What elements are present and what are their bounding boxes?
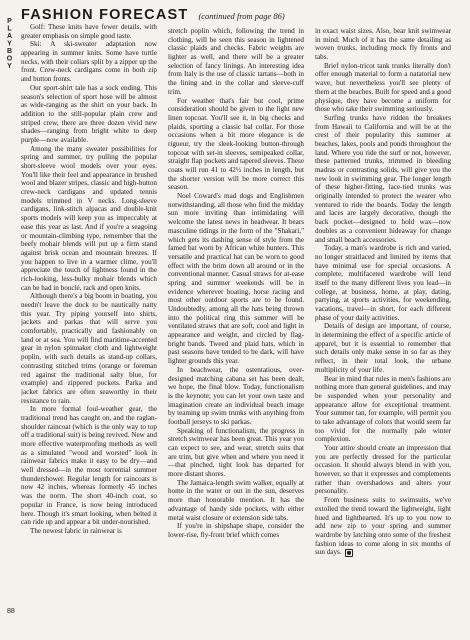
paragraph: Today, a man's wardrobe is rich and varied, no longer straitlaced and limited by items that have minimal use for special occasions. A complete, multifaceted wardrobe will lend itself to the many different lives you lead—in college, at business, home, at play, dating, partying, at sports activities, for weekending, vacations, travel—in short, for each different phase of your daily activities.: [315, 244, 451, 322]
rabbit-head-end-icon: [345, 549, 353, 557]
paragraph: Surfing trunks have ridden the breakers from Hawaii to California and will be at the crest of their popularity this summer at beaches, lakes, pools and ponds throughout the land. Where you ride the surf or not, however, these patterned trunks, trimmed in bleeding madras or contrasting solids, will give you the new look in swimming gear. The longer length of these higher-fitting, lace-tied trunks was originally intended to protect the wearer who ventured to ride the boards. Today the length and laces are largely decorative, though the back pocket—designed to hold wax—now doubles as a convenient hideaway for change and small beach accessories.: [315, 113, 451, 244]
paragraph: Golf: These knits have fewer details, with greater emphasis on simple good taste.: [21, 23, 157, 40]
paragraph: stretch poplin which, following the trend in clothing, will be seen this season in lightened classic plaids and checks. Fabric weights are lighter as well, and there will be a greater selection of fancy linings. An interesting idea from Italy is the use of classic tartans—both in the lining and in the collar and sleeve-cuff trim.: [168, 27, 304, 96]
paragraph: Although there's a big boom in boating, you needn't leave the dock to be nautically natty this year. Try piping yourself into shirts, jackets and parkas that will serve you comfortably, practically and fashionably on land or at sea. You will find maritime-accented gear in nylon spinnaker cloth and lightweight poplin, with such details as stand-up collars, contrasting stitched trims (orange or foreman red against the traditional salty blue, for example) and zippered pockets. Parka and jacket fabrics are often seaworthy in their resistance to rain.: [21, 292, 157, 405]
text-column-2: [168, 27, 304, 625]
paragraph: Among the many sweater possibilities for spring and summer, try pulling the popular short-sleeve wool models over your eyes. You'll like their feel and appearance in brushed wool and blazer stripes, classic and high-button crew-neck cardigans and updated tennis models trimmed in V necks. Long-sleeve cardigans, link-stitch alpacas and double-knit sports models will keep you as impeccably at ease this year as last. And if you're a seagoing or mountain-climbing type, remember that the beefy mohair blends will put up a firm stand against brisk ocean and mountain breezes. If you happen to live in a warmer clime, you'll appreciate the touch of lightness found in the rich-looking, less-bulky mohair blends which can be had in bouclé, rack and open knits.: [21, 144, 157, 292]
paragraph: The newest fabric in rainwear is: [30, 526, 122, 535]
paragraph: In more formal foul-weather gear, the traditional trend has caught on, and the raglan-shoulder raincoat (which is the only way to top off a traditional suit) is being revived. New and more effective waterproofing methods as well as a simulated "wood and worsted" look in rainwear fabrics make it easy to be dry—and well dressed—in the most torrential summer thundershower. Regular length for raincoats is now 42 inches, whereas formerly 45 inches was the norm. The short 40-inch coat, so popular in France, is now being introduced here. Though it's smart looking, when belted it can ride up and appear a bit under-nourished.: [21, 405, 157, 527]
paragraph: For weather that's fair but cool, prime consideration should be given to the light new linen topcoat. You'll see it, in big checks and plaids, sporting a classic bal collar. For those occasions when a bit more elegance is de rigueur, try the sleek-looking button-through topcoat with set-in sleeves, semipeaked collar, straight flap pockets and tapered sleeves. These coats will run 41 to 42½ inches in length, but the shorter version will be more correct this season.: [168, 96, 304, 192]
paragraph: Ski: A ski-sweater adaptation now appearing in summer knits. Some have turtle necks, with their collars split by a zipper up the front. Crew-neck cardigans come in both zip and button fronts.: [21, 40, 157, 84]
paragraph: Speaking of functionalism, the progress in stretch swimwear has been great. This year you can expect to see, and wear, stretch suits that are trim, but give when and where you need it—that pinched, tight look has departed for more distant shores.: [168, 426, 304, 479]
final-paragraph-text: From business suits to swimsuits, we've extolled the trend toward the lightweight, light hued and lighthearted. It's up to you now to add new zip to your spring and summer wardrobe by latching onto some of the freshest fashion ideas to come along in six months of sun days.: [315, 496, 451, 557]
article-title: FASHION FORECAST: [21, 7, 189, 23]
text-column-1: [21, 23, 157, 625]
continued-note: (continued from page 86): [198, 11, 285, 21]
paragraph: If you're in shipshape shape, consider the lower-rise, fly-front brief which comes: [168, 522, 304, 539]
text-column-3: [315, 27, 451, 625]
paragraph: Your attire should create an impression that you are perfectly dressed for the particular occasion. It should always blend in with you, however, so that it expresses and complements rather than overshadows and alters your personality.: [315, 444, 451, 496]
paragraph: Our sport-shirt tale has a sock ending. This season's selection of sport hose will be almost as wide-ranging as the shirt on your back. In addition to the still-popular plain crew and striped crew, there are three dozen vivid new shades—ranging from bright white to deep purple—now available.: [21, 83, 157, 144]
paragraph: The Jamaica-length swim walker, equally at home in the water or out in the sun, deserves more than honorable mention. It has the advantage of handy side pockets, with either metal waist closure or extension side tabs.: [168, 478, 304, 522]
paragraph: in exact waist sizes. Also, bear knit swimwear in mind. Much of it has the same detailing as woven trunks, including mock fly fronts and tabs.: [315, 27, 451, 62]
paragraph: Details of design are important, of course, in determining the effect of a specific article of apparel, but it is essential to remember that such details only make sense in so far as they reflect, in their total look, the urbane multiplicity of your life.: [315, 322, 451, 374]
paragraph: In beachwear, the ostentatious, over-designed matching cabana set has been dealt, we hope, the final blow. Today, functionalism is the keynote; you can let your own taste and imagination create an individual beach image by teaming up swim trunks with anything from football jerseys to ski parkas.: [168, 365, 304, 426]
paragraph: Brief nylon-tricot tank trunks literally don't offer enough material to form a natatorial new wave, but nevertheless you'll see plenty of them at the beaches. Built for speed and a good physique, they have become a uniform for those who take their swimming seriously.: [315, 61, 451, 114]
magazine-side-label: PLAYBOY: [6, 18, 13, 71]
paragraph: Bear in mind that rules in men's fashions are nothing more than general guidelines, and may be suspended when your personality and appearance allow for exceptional treatment. Your summer tan, for example, will permit you to take advantage of colors that would seem far too vivid for the normally pale winter complexion.: [315, 374, 451, 444]
paragraph: Noel Coward's mad dogs and Englishmen notwithstanding, all those who find the midday sun more inviting than intimidating will welcome the latest news in headwear. It bears masculine tidings in the form of the "Shakari," which gets its dashing sense of style from the famed bat worn by African white hunters. This versatile and practical hat can be worn to good effect with the brim down all around or in the conventional manner. Casual straws for at-ease spring and summer weekends will be in evidence wherever boating, horse racing and most other outdoor sports are to be found. Undoubtedly, among all the hats being thrown into the political ring this summer will be ventilated straws that are soft, cool and light in appearance and weight, and circled by flag-bright bands. Tweed and plaid hats, which in past seasons have tended to be dark, will have lighter grounds this year.: [168, 192, 304, 366]
page-number: 88: [7, 608, 15, 615]
paragraph: [315, 496, 451, 557]
